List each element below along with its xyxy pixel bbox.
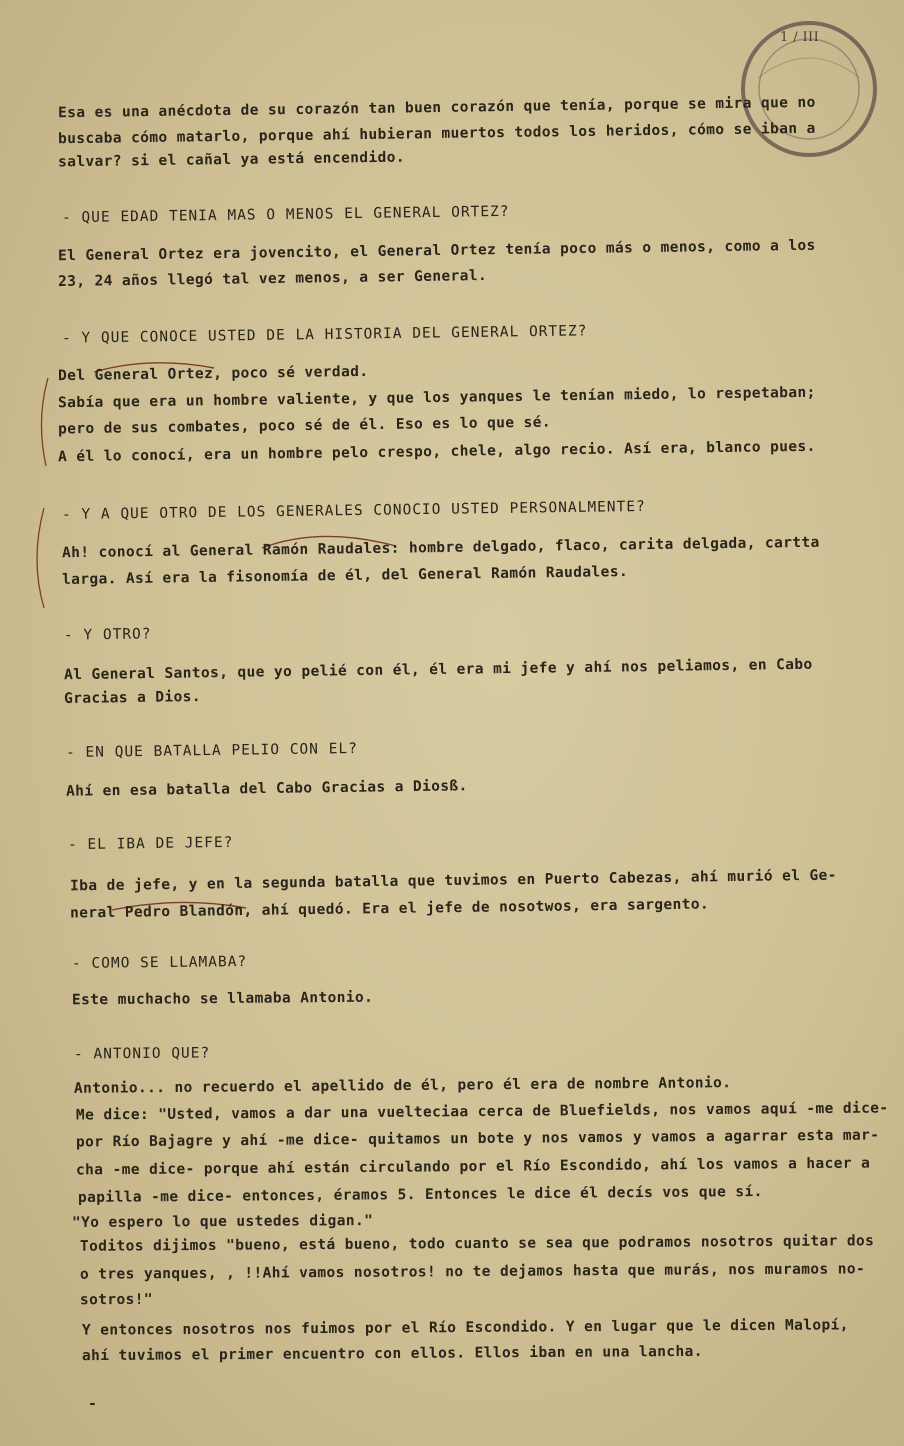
text-line: "Yo espero lo que ustedes digan." — [71, 1212, 374, 1232]
text-line: Sabía que era un hombre valiente, y que los yanques le tenían miedo, lo respetaban; — [57, 384, 816, 412]
interview-question: - Y OTRO? — [63, 626, 152, 644]
interview-question: - EN QUE BATALLA PELIO CON EL? — [65, 740, 359, 762]
interview-question: - ANTONIO QUE? — [73, 1045, 211, 1063]
text-line: por Río Bajagre y ahí -me dice- quitamos un bote y nos vamos y vamos a agarrar esta mar- — [75, 1127, 880, 1151]
text-line: Esa es una anécdota de su corazón tan buen corazón que tenía, porque se mira que no — [57, 94, 816, 122]
text-line: Del General Ortez, poco sé verdad. — [57, 363, 369, 385]
text-line: Antonio... no recuerdo el apellido de él, pero él era de nombre Antonio. — [73, 1075, 732, 1097]
text-line: sotros!" — [79, 1291, 154, 1309]
trailing-dash: - — [88, 1396, 98, 1412]
interview-question: - Y QUE CONOCE USTED DE LA HISTORIA DEL GENERAL ORTEZ? — [61, 323, 588, 347]
text-line: Iba de jefe, y en la segunda batalla que tuvimos en Puerto Cabezas, ahí murió el Ge- — [69, 867, 837, 895]
text-line: ahí tuvimos el primer encuentro con ellos. Ellos iban en una lancha. — [81, 1343, 703, 1365]
text-line: Ah! conocí al General Ramón Raudales: hombre delgado, flaco, carita delgada, cartta — [61, 534, 820, 562]
interview-question: - QUE EDAD TENIA MAS O MENOS EL GENERAL ORTEZ? — [61, 203, 510, 227]
text-line: larga. Así era la fisonomía de él, del General Ramón Raudales. — [61, 564, 629, 588]
text-line: Me dice: "Usted, vamos a dar una vuelteciaa cerca de Bluefields, nos vamos aquí -me dice- — [75, 1100, 889, 1124]
text-line: Ahí en esa batalla del Cabo Gracias a Diosß. — [65, 778, 468, 800]
text-line: buscaba cómo matarlo, porque ahí hubieran muertos todos los heridos, cómo se iban a — [57, 120, 816, 148]
text-line: neral Pedro Blandón, ahí quedó. Era el jefe de nosotwos, era sargento. — [69, 896, 710, 922]
text-line: pero de sus combates, poco sé de él. Eso es lo que sé. — [57, 414, 552, 438]
interview-question: - COMO SE LLAMABA? — [71, 954, 248, 972]
text-line: El General Ortez era jovencito, el General Ortez tenía poco más o menos, como a los — [57, 237, 816, 265]
text-line: A él lo conocí, era un hombre pelo crespo, chele, algo recio. Así era, blanco pues. — [57, 438, 816, 466]
stamp-number: 1 / III — [780, 30, 820, 45]
text-line: cha -me dice- porque ahí están circulando por el Río Escondido, ahí los vamos a hacer a — [75, 1155, 871, 1179]
interview-question: - Y A QUE OTRO DE LOS GENERALES CONOCIO USTED PERSONALMENTE? — [61, 498, 646, 524]
text-line: Este muchacho se llamaba Antonio. — [71, 989, 374, 1009]
text-line: Toditos dijimos "bueno, está bueno, todo cuanto se sea que podramos nosotros quitar dos — [79, 1233, 875, 1255]
text-line: Al General Santos, que yo pelié con él, él era mi jefe y ahí nos peliamos, en Cabo — [63, 656, 813, 684]
interview-question: - EL IBA DE JEFE? — [67, 834, 234, 854]
text-line: salvar? si el cañal ya está encendido. — [57, 149, 406, 171]
text-line: Gracias a Dios. — [63, 689, 202, 707]
text-line: 23, 24 años llegó tal vez menos, a ser General. — [57, 268, 488, 290]
text-line: papilla -me dice- entonces, éramos 5. Entonces le dice él decís vos que sí. — [77, 1184, 763, 1206]
text-line: Y entonces nosotros nos fuimos por el Río Escondido. Y en lugar que le dicen Malopí, — [81, 1317, 849, 1339]
text-line: o tres yanques, , !!Ahí vamos nosotros! no te dejamos hasta que murás, nos muramos no- — [79, 1261, 866, 1283]
